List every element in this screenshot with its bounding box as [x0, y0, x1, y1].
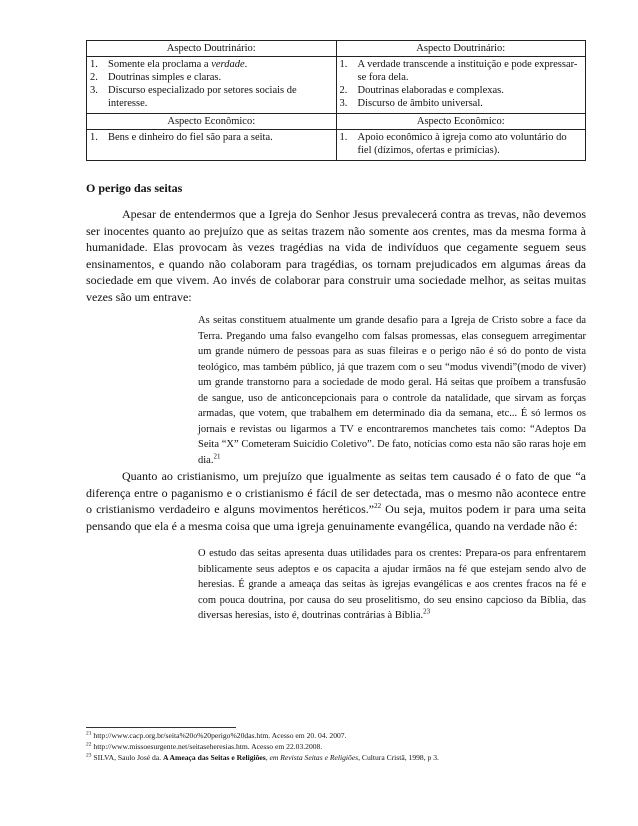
footnote-separator — [86, 727, 236, 728]
table-cell-right-economic — [336, 130, 586, 161]
table-header-left-doctrinal: Aspecto Doutrinário: — [87, 41, 337, 57]
paragraph-2: Quanto ao cristianismo, um prejuízo que igualmente as seitas tem causado é o fato de que “a diferença entre o paganismo e o cristianismo é fácil de ser detectada, mas o mesmo não acontece entre o cristianismo verdadeiro e alguns movimentos heréticos.”$^{22}$ Ou seja, muitos podem ir para uma seita pensando que ela é a mesma coisa que uma igreja genuinamente evangélica, quando na verdade não é: — [86, 469, 586, 533]
table-row — [87, 130, 586, 161]
list-item: 2. Doutrinas simples e claras. — [90, 72, 222, 83]
list-item: 2. Doutrinas elaboradas e complexas. — [339, 85, 504, 96]
block-quote-1: As seitas constituem atualmente um grande desafio para a Igreja de Cristo sobre a face da Terra. Pregando uma falso evangelho com falsas promessas, elas conseguem arregimentar um grande número de pessoas para as suas fileiras e o perigo não é só do ponto de vista teológico, mas também público, já que trazem com o seu “modus vivendi”(modo de viver) um grande transtorno para a sociedade de modo geral. Há seitas que proíbem a transfusão de sangue, uso de anticoncepcionais para o controle da natalidade, que sirvam as forças armadas, que votem, que trabalhem em determinado dia da semana, etc... É só lermos os jornais e revistas ou ligarmos a TV e encontraremos manchetes tais como: “Adeptos Da Seita “X” Cometeram Suicídio Coletivo”. De fato, notícias como esta não são raras hoje em dia.$^{21}$ — [198, 315, 586, 466]
table-header-left-economic: Aspecto Econômico: — [87, 114, 337, 130]
table-cell-left-doctrinal — [87, 57, 337, 114]
footnote-ref-22: 22 — [374, 502, 382, 510]
footnote-ref-23: 23 — [423, 607, 431, 616]
sect-doctrinal-list — [90, 58, 333, 110]
page-content — [86, 40, 586, 624]
list-item: 1. Bens e dinheiro do fiel são para a seita. — [90, 132, 273, 143]
table-row — [87, 114, 586, 130]
footnote-21: $^{21}$ http://www.cacp.org.br/seita%20o%20perigo%20das.htm. Acesso em 20. 04. 2007. — [86, 730, 347, 740]
table-cell-right-doctrinal — [336, 57, 586, 114]
table-cell-left-economic — [87, 130, 337, 161]
footnote-ref-21: 21 — [213, 452, 221, 460]
footnotes — [86, 730, 606, 763]
list-item: 1. Apoio econômico à igreja como ato voluntário do fiel (dízimos, ofertas e primícias). — [339, 132, 567, 156]
block-quote-2: O estudo das seitas apresenta duas utilidades para os crentes: Prepara-os para enfrentarem biblicamente seus adeptos e os capacita a ajudar irmãos na fé que estejam sendo alvo de heresias. É grande a ameaça das seitas às igrejas evangélicas e aos crentes fracos na fé e com pouca doutrina, por causa do seu proselitismo, do seu ensino capcioso da Bíblia, das diversas heresias, isto é, doutrinas contrárias à Bíblia.$^{23}$ — [198, 548, 586, 621]
table-row — [87, 41, 586, 57]
list-item: 3. Discurso especializado por setores sociais de interesse. — [90, 85, 297, 109]
table-header-right-doctrinal: Aspecto Doutrinário: — [336, 41, 586, 57]
church-economic-list — [340, 131, 583, 157]
footnote-23: $^{23}$ SILVA, Saulo José da. A Ameaça das Seitas e Religiões, em Revista Seitas e Religiões, Cultura Cristã, 1998, p 3. — [86, 752, 439, 762]
table-row — [87, 57, 586, 114]
footnote-22: $^{22}$ http://www.missoesurgente.net/seitaseheresias.htm. Acesso em 22.03.2008. — [86, 741, 323, 751]
table-header-right-economic: Aspecto Econômico: — [336, 114, 586, 130]
section-title: O perigo das seitas — [86, 181, 183, 195]
sect-economic-list — [90, 131, 333, 144]
list-item: 1. Somente ela proclama a verdade. — [90, 59, 248, 70]
comparison-table — [86, 40, 586, 161]
paragraph-1: Apesar de entendermos que a Igreja do Senhor Jesus prevalecerá contra as trevas, não devemos ser inocentes quanto ao prejuízo que as seitas trazem não somente aos crentes, mas da mesma forma à humanidade. Elas provocam às vezes tragédias na vida de indivíduos que cegamente seguem seus ensinamentos, e quando não colaboram para tragédias, os tornam prejudicados em algumas áreas da sociedade em que vivem. Ao invés de colaborar para construir uma sociedade melhor, as seitas muitas vezes são um entrave: — [86, 207, 586, 304]
church-doctrinal-list — [340, 58, 583, 110]
list-item: 3. Discurso de âmbito universal. — [339, 98, 483, 109]
list-item: 1. A verdade transcende a instituição e pode expressar-se fora dela. — [339, 59, 578, 83]
